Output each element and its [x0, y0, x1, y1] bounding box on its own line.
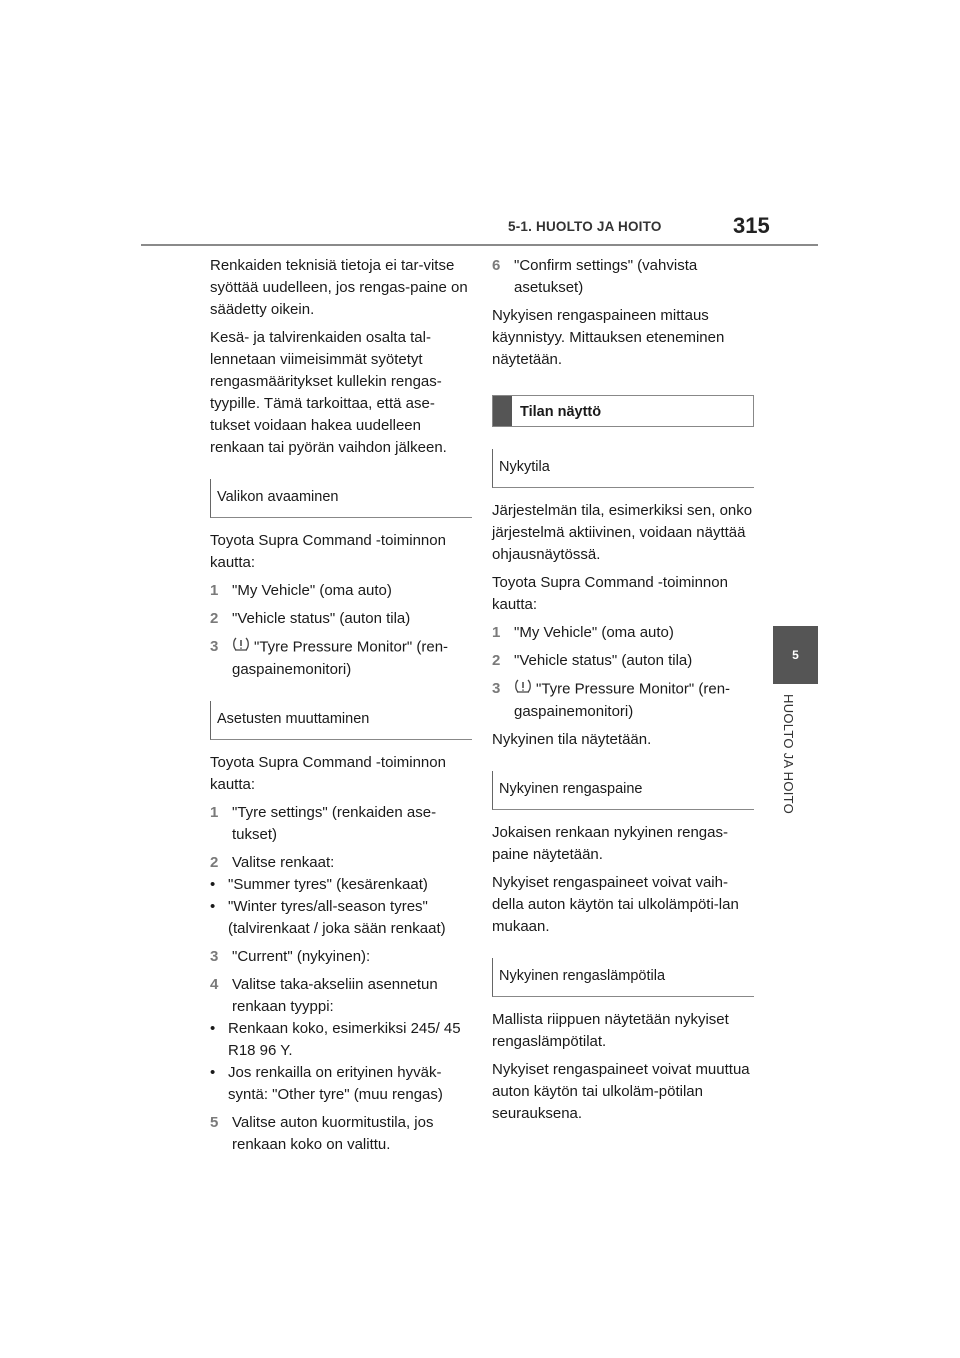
tyre-pressure-warning-icon	[232, 636, 250, 659]
step-item: 1 "My Vehicle" (oma auto)	[210, 582, 392, 599]
step-item: 4 Valitse taka-akseliin asennetun renkaan tyyppi:	[210, 976, 438, 1015]
chapter-tab-label: HUOLTO JA HOITO	[781, 694, 796, 815]
header-rule	[141, 244, 818, 246]
subheading: Nykytila	[492, 449, 754, 488]
paragraph: Toyota Supra Command -toiminnon kautta:	[492, 574, 728, 613]
section-heading-box: Tilan näyttö	[492, 395, 754, 427]
step-item: 1 "My Vehicle" (oma auto)	[492, 624, 674, 641]
paragraph: Mallista riippuen näytetään nykyiset rengaslämpötilat.	[492, 1011, 729, 1050]
list-item: • Renkaan koko, esimerkiksi 245/ 45 R18 96 Y.	[210, 1020, 461, 1059]
list-item: • Jos renkailla on erityinen hyväk-syntä: "Other tyre" (muu rengas)	[210, 1064, 443, 1103]
step-item: 3 "Tyre Pressure Monitor" (ren-gaspainemonitori)	[492, 680, 731, 720]
step-item: 6 "Confirm settings" (vahvista asetukset)	[492, 257, 698, 296]
paragraph: Toyota Supra Command -toiminnon kautta:	[210, 532, 446, 571]
paragraph: Toyota Supra Command -toiminnon kautta:	[210, 754, 446, 793]
heading-marker	[493, 396, 512, 426]
chapter-tab-number: 5	[773, 626, 818, 684]
left-column	[210, 255, 472, 1162]
step-item: 1 "Tyre settings" (renkaiden ase-tukset)	[210, 804, 437, 843]
subheading: Asetusten muuttaminen	[210, 701, 472, 740]
subheading: Valikon avaaminen	[210, 479, 472, 518]
paragraph: Kesä- ja talvirenkaiden osalta tal-lennetaan viimeisimmät syötetyt rengasmääritykset kullekin rengas-tyypille. Tämä tarkoittaa, että ase-tukset voidaan hakea uudelleen renkaan tai pyörän vaihdon jälkeen.	[210, 329, 447, 456]
subheading: Nykyinen rengaspaine	[492, 771, 754, 810]
step-item: 5 Valitse auton kuormitustila, jos renkaan koko on valittu.	[210, 1114, 434, 1153]
paragraph: Nykyisen rengaspaineen mittaus käynnistyy. Mittauksen eteneminen näytetään.	[492, 307, 725, 368]
step-item: 2 "Vehicle status" (auton tila)	[492, 652, 693, 669]
paragraph: Renkaiden teknisiä tietoja ei tar-vitse syöttää uudelleen, jos rengas-paine on säädetty oikein.	[210, 257, 468, 318]
paragraph: Nykyiset rengaspaineet voivat vaih-della auton käytön tai ulkolämpöti-lan mukaan.	[492, 874, 739, 935]
tyre-pressure-warning-icon	[514, 678, 532, 701]
paragraph: Järjestelmän tila, esimerkiksi sen, onko järjestelmä aktiivinen, voidaan näyttää ohjausnäytössä.	[492, 502, 753, 563]
step-item: 2 Valitse renkaat:	[210, 854, 335, 871]
bullet-list	[210, 874, 472, 940]
bullet-list	[210, 1018, 472, 1106]
step-item: 2 "Vehicle status" (auton tila)	[210, 610, 411, 627]
page-number: 315	[733, 213, 770, 238]
paragraph: Jokaisen renkaan nykyinen rengas-paine näytetään.	[492, 824, 728, 863]
right-column	[492, 255, 754, 1131]
paragraph: Nykyiset rengaspaineet voivat muuttua auton käytön tai ulkoläm-pötilan seurauksena.	[492, 1061, 750, 1122]
subheading: Nykyinen rengaslämpötila	[492, 958, 754, 997]
step-item: 3 "Current" (nykyinen):	[210, 948, 371, 965]
paragraph: Nykyinen tila näytetään.	[492, 731, 652, 748]
step-item: 3 "Tyre Pressure Monitor" (ren-gaspainemonitori)	[210, 638, 449, 678]
list-item: • "Winter tyres/all-season tyres" (talvirenkaat / joka sään renkaat)	[210, 898, 446, 937]
list-item: • "Summer tyres" (kesärenkaat)	[210, 876, 428, 893]
section-title: 5-1. HUOLTO JA HOITO	[508, 219, 662, 234]
